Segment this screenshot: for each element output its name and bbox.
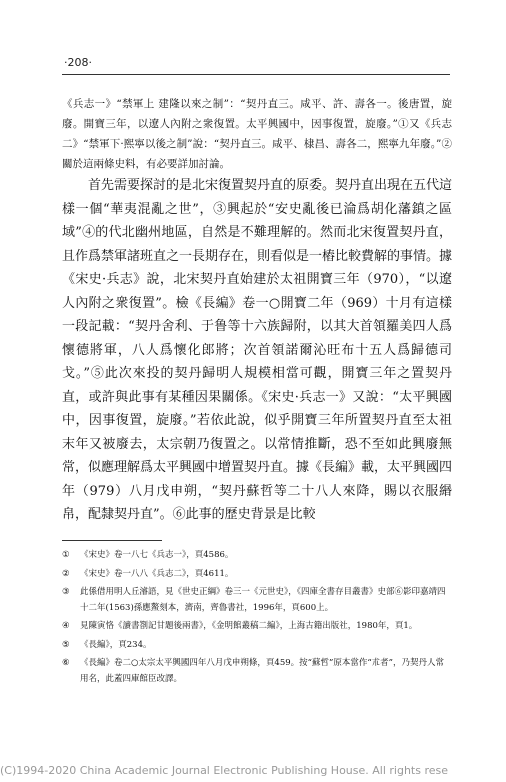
- footnotes: [62, 548, 452, 690]
- main-text: [62, 94, 452, 527]
- continuation-paragraph: 《兵志一》“禁軍上 建隆以來之制”：“契丹直三。咸平、許、壽各一。後唐置，旋廢。開寶三年，以遼人內附之衆復置。太平興國中，因事復置，旋廢。”①又《兵志二》“禁軍下·熙寧以後之制”說：“契丹直三。咸平、棣昌、壽各二，熙寧九年廢。”②關於這兩條史料，有必要詳加討論。: [62, 98, 452, 170]
- footnote: [62, 567, 452, 583]
- footnote: [62, 585, 452, 616]
- footnote: [62, 638, 452, 654]
- footnote-mark: ②: [62, 568, 70, 579]
- page-number: ·208·: [64, 56, 92, 69]
- footnote-text: 《長編》卷二○太宗太平興國四年八月戊申朔條，頁459。按“蘇哲”原本當作“朮者”，乃契丹人常用名，此蓋四庫館臣改譯。: [80, 658, 445, 684]
- footnote-mark: ⑤: [62, 639, 70, 650]
- footnote-mark: ⑥: [62, 658, 70, 668]
- header-rule: [62, 74, 450, 75]
- footnote-rule: [62, 540, 162, 541]
- footnote-text: 《宋史》卷一八七《兵志一》，頁4586。: [80, 550, 234, 560]
- footnote-mark: ④: [62, 621, 70, 631]
- footnote-mark: ③: [62, 587, 70, 597]
- copyright-notice: (C)1994-2020 China Academic Journal Electronic Publishing House. All rights rese: [0, 764, 449, 777]
- footnote: [62, 548, 452, 564]
- body-paragraph: 首先需要探討的是北宋復置契丹直的原委。契丹直出現在五代這樣一個“華夷混亂之世”，③興起於“安史亂後已淪爲胡化藩鎮之區域”④的代北幽州地區，自然是不難理解的。然而北宋復置契丹直，且作爲禁軍諸班直之一長期存在，則看似是一樁比較費解的事情。據《宋史·兵志》說，北宋契丹直始建於太祖開寶三年（970），“以遼人內附之衆復置”。檢《長編》卷一○開寶二年（969）十月有這樣一段記載：“契丹舍利、于鲁等十六族歸附，以其大首領羅美四人爲懷德將軍，八人爲懷化郎將；次首領諾爾沁旺布十五人爲歸德司戈。”⑤此次來投的契丹歸明人規模相當可觀，開寶三年之置契丹直，或許與此事有某種因果關係。《宋史·兵志一》又說：“太平興國中，因事復置，旋廢。”若依此說，似乎開寶三年所置契丹直至太祖末年又被廢去，太宗朝乃復置之。以常情推斷，恐不至如此興廢無常，似應理解爲太平興國中增置契丹直。據《長編》載，太平興國四年（979）八月戊申朔，“契丹蘇哲等二十八人來降，賜以衣服緡帛，配隸契丹直”。⑥此事的歷史背景是比較: [62, 178, 453, 522]
- footnote-text: 《長編》，頁234。: [80, 639, 152, 650]
- footnote-text: 《宋史》卷一八八《兵志二》，頁4611。: [80, 568, 234, 579]
- footnote: [62, 656, 452, 687]
- footnote: [62, 619, 452, 635]
- footnote-text: 見陳寅恪《讀書劄記甘題後兩書》，《金明館叢稿二編》，上海古籍出版社，1980年，頁1。: [80, 621, 418, 631]
- footnote-mark: ①: [62, 550, 70, 560]
- footnote-text: 此係借用明人丘濬語，見《世史正綱》卷三一《元世史》，《四庫全書存目叢書》史部⑥影印嘉靖四十二年(1563)孫應鰲刻本，濟南，齊魯書社，1996年，頁600上。: [80, 587, 446, 613]
